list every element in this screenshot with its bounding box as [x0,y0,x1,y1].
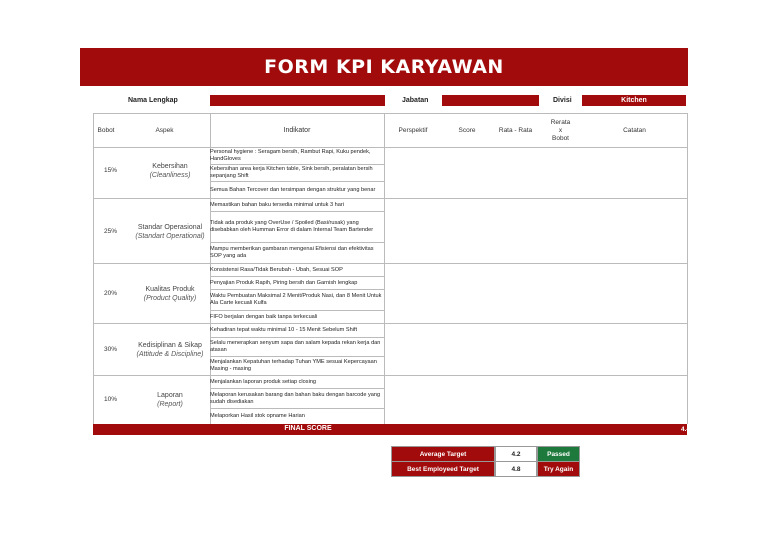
grid-line [93,198,687,199]
best-target-label: Best Employeed Target [391,461,495,477]
indicator-row: Personal hygiene : Seragam bersih, Rambut Rapi, Kuku pendek, HandGloves [210,149,371,162]
aspek-subtitle: (Report) [157,401,183,408]
final-score-value: 4.42 [681,426,694,433]
section-bobot: 30% [104,346,118,353]
section-bobot: 25% [104,228,118,235]
form-title: FORM KPI KARYAWAN [264,56,504,78]
indicator-row: Tidak ada produk yang OverUse / Spoiled (Basi/rusak) yang disebabkan oleh Humman Error di dalam Internal Team Bartender [210,220,374,233]
aspek-title: Standar Operasional [137,224,203,231]
indicator-row: Melaporan kerusakan barang dan bahan baku dengan barcode yang sudah disediakan [210,391,381,405]
jabatan-label: Jabatan [402,97,429,104]
average-target-label: Average Target [391,446,495,462]
best-target-value: 4.8 [495,461,537,477]
indicator-row: Kehadiran tepat waktu minimal 10 - 15 Menit Sebelum Shift [210,327,358,333]
indicator-row: Melaporkan Hasil stok opname Harian [210,413,305,419]
best-target-status: Try Again [537,461,580,477]
divisi-value[interactable]: Kitchen [582,95,686,106]
section-bobot: 15% [104,167,118,174]
section-aspek [118,391,222,409]
col-score: Score [458,126,476,134]
indicator-row: Menjalankan Kepatuhan terhadap Tuhan YME sesuai Kepercayaan Masing - masing [210,359,377,372]
col-bobot: Bobot [97,126,115,134]
section-aspek [118,162,222,180]
nama-label: Nama Lengkap [128,97,178,104]
section-aspek [118,285,222,303]
section-aspek [118,223,222,241]
aspek-subtitle: (Product Quality) [143,295,197,302]
col-rerata-line3: Bobot [552,134,569,142]
grid-line [93,147,687,148]
final-score-bar [93,424,694,435]
final-score-label: FINAL SCORE [284,425,332,432]
col-rerata-line2: x [558,126,563,134]
indicator-row: Kebersihan area kerja Kitchen table, Sink bersih, peralatan bersih sepanjang Shift [210,166,373,179]
indicator-row: Menjalankan laporan produk setiap closing [210,378,317,385]
section-bobot: 10% [104,396,118,403]
indicator-row: Semua Bahan Tercover dan tersimpan dengan struktur yang benar [210,186,376,193]
grid-line [93,113,687,114]
form-title-banner [80,48,688,86]
col-rata: Rata - Rata [498,126,533,134]
indicator-row: Selalu menerapkan senyum sapa dan salam kepada rekan kerja dan atasan [210,340,381,353]
jabatan-input[interactable] [442,95,539,106]
aspek-title: Kedisiplinan & Sikap [138,342,202,349]
grid-line [93,375,687,376]
col-perspektif: Perspektif [398,126,428,134]
average-target-status: Passed [537,446,580,462]
aspek-subtitle: (Attitude & Discipline) [136,351,204,358]
indicator-row: Penyajian Produk Rapih, Piring bersih dan Garnish lengkap [210,279,358,286]
indicator-row: Mampu memberikan gambaran mengenai Efisiensi dan efektivitas SOP yang ada [210,246,374,259]
divisi-label: Divisi [553,97,572,104]
indicator-row: Memastikan bahan baku tersedia minimal untuk 3 hari [210,201,345,208]
aspek-subtitle: (Standart Operational) [135,233,205,240]
indicator-row: Waktu Pembuatan Maksimal 2 Menit/Produk Nasi, dan 8 Menit Untuk Ala Carte kecuali Kulfa [210,293,382,306]
indicator-row: FIFO berjalan dengan baik tanpa terkecuali [210,313,318,320]
col-rerata [539,114,582,147]
col-catatan: Catatan [623,126,646,134]
aspek-title: Kualitas Produk [145,286,195,293]
aspek-subtitle: (Cleanliness) [149,172,191,179]
section-bobot: 20% [104,290,118,297]
aspek-title: Laporan [157,392,183,399]
col-indikator: Indikator [283,126,311,134]
nama-input[interactable] [210,95,385,106]
indicator-row: Konsistensi Rasa/Tidak Berubah - Ubah, Sesuai SOP [210,266,343,273]
grid-line [384,113,385,424]
grid-line [93,323,687,324]
col-rerata-line1: Rerata [550,118,571,126]
grid-line [687,113,688,424]
aspek-title: Kebersihan [152,163,188,170]
grid-line [93,263,687,264]
col-aspek: Aspek [155,126,174,134]
grid-line [93,113,94,424]
average-target-value: 4.2 [495,446,537,462]
section-aspek [118,341,222,359]
